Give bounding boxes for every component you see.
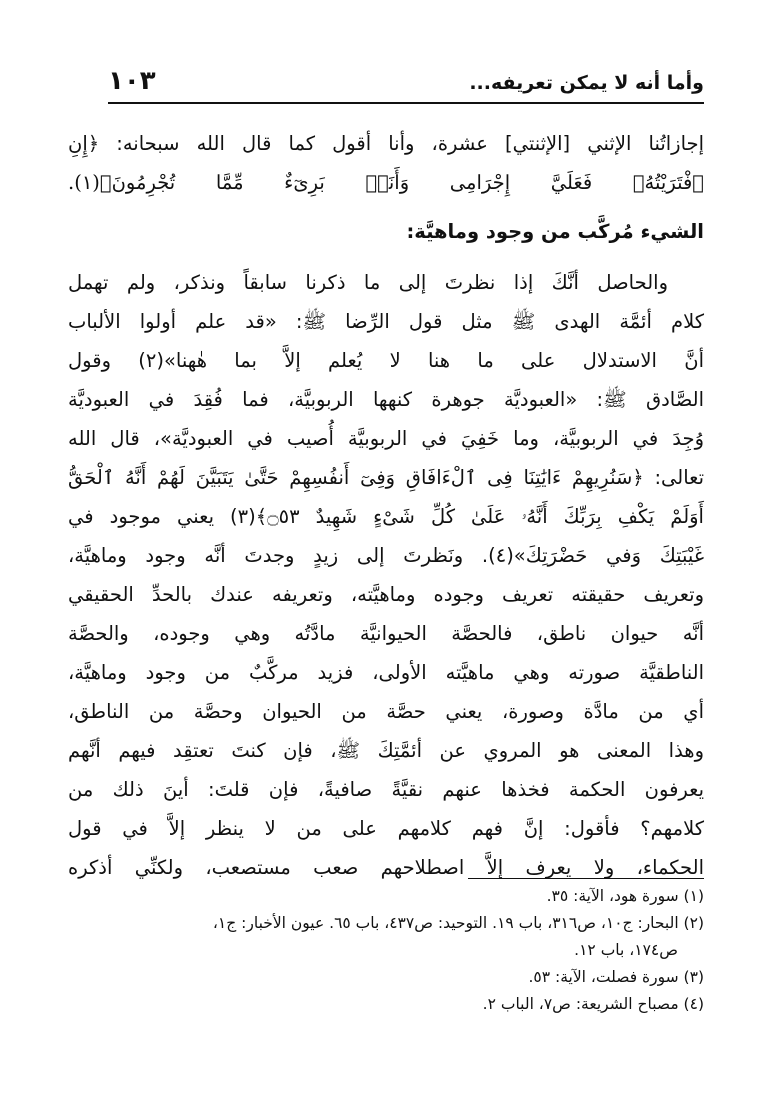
text-line: أنَّ الاستدلال على ما هنا لا يُعلم إلاَّ بما هٰهنا»(٢) وقول (68, 349, 704, 372)
text-line: الحكماء، ولا يعرف إلاَّ اصطلاحهم صعب مستصعب، ولكنِّي أذكره (68, 856, 704, 879)
section-heading: الشيء مُركَّب من وجود وماهيَّة: (406, 220, 704, 243)
footnote-line: ص١٧٤، باب ١٢. (574, 941, 678, 959)
footnote-line: (١) سورة هود، الآية: ٣٥. (546, 887, 704, 905)
text-line: وُجِدَ في الربوبيَّة، وما خَفِيَ في الربوبيَّة أُصيب في العبوديَّة»، قال الله (68, 427, 704, 450)
footnote-line: (٤) مصباح الشريعة: ص٧، الباب ٢. (482, 995, 704, 1013)
footnote-line: (٣) سورة فصلت، الآية: ٥٣. (528, 968, 704, 986)
page-number: ١٠٣ (108, 66, 156, 96)
quran-verse-line: ٱفْتَرَيْتُهُۥ فَعَلَيَّ إِجْرَامِى وَأَنَا۠ بَرِىٓءٌ مِّمَّا تُجْرِمُونَ﴾(١). (68, 171, 704, 194)
footnote-line: (٢) البحار: ج١٠، ص٣١٦، باب ١٩. التوحيد: ص٤٣٧، باب ٦٥. عيون الأخبار: ج١، (212, 914, 704, 932)
text-line: غَيْبَتِكَ وَفي حَضْرَتِكَ»(٤). ونَظرتَ إلى زيدٍ وجدتَ أنَّه وجود وماهيَّة، (68, 544, 705, 567)
text-line: إجازاتُنا الإثني [الإثنتي] عشرة، وأنا أقول كما قال الله سبحانه: ﴿إِنِ (68, 132, 704, 155)
text-line: كلامهم؟ فأقول: إنَّ فهم كلامهم على من لا ينظر إلاَّ في قول (68, 817, 704, 840)
text-line: أَوَلَمْ يَكْفِ بِرَبِّكَ أَنَّهُۥ عَلَىٰ كُلِّ شَىْءٍ شَهِيدٌ ۝٥٣﴾(٣) يعني موجود في (68, 505, 704, 528)
text-line: وتعريف حقيقته تعريف وجوده وماهيَّته، وتعريفه عندك بالحدِّ الحقيقي (68, 583, 704, 606)
text-line: الصَّادق ﷺ: «العبوديَّة جوهرة كنهها الربوبيَّة، فما فُقِدَ في العبوديَّة (68, 388, 704, 411)
text-line: كلام أئمَّة الهدى ﷺ مثل قول الرِّضا ﷺ: «قد علم أولوا الألباب (68, 310, 704, 333)
text-line: والحاصل أنَّكَ إذا نظرتَ إلى ما ذكرنا سابقاً ونذكر، ولم تهمل (68, 271, 668, 294)
text-line: أنَّه حيوان ناطق، فالحصَّة الحيوانيَّة مادَّتُه وهي وجوده، والحصَّة (68, 622, 704, 645)
text-line: وهذا المعنى هو المروي عن أئمَّتِكَ ﷺ، فإن كنتَ تعتقِد فيهم أنَّهم (68, 739, 704, 762)
text-line: تعالى: ﴿سَنُرِيهِمْ ءَايَٰتِنَا فِى ٱلْءَافَاقِ وَفِىٓ أَنفُسِهِمْ حَتَّىٰ يَتَبَيَّنَ لَهُمْ أَنَّهُ ٱلْحَقُّ (68, 466, 704, 489)
main-paragraph (68, 263, 704, 887)
running-title: وأما أنه لا يمكن تعريفه... (469, 72, 704, 94)
text-line: أي من مادَّة وصورة، يعني حصَّة من الحيوان وحصَّة من الناطق، (68, 700, 704, 723)
text-line: يعرفون الحكمة فخذها عنهم نقيَّةً صافيةً، فإن قلتَ: أينَ ذلك من (68, 778, 704, 801)
section-heading-block (68, 212, 704, 251)
footnote-divider (468, 878, 704, 879)
text-line: الناطقيَّة صورته وهي ماهيَّته الأولى، فزيد مركَّبٌ من وجود وماهيَّة، (68, 661, 704, 684)
page-header (108, 62, 704, 104)
footnotes (68, 883, 704, 1018)
intro-text (68, 124, 704, 202)
